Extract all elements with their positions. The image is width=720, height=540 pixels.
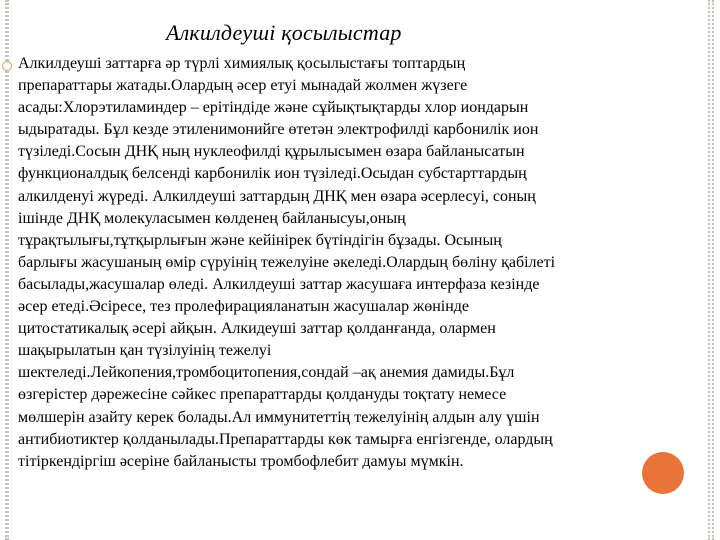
text-line: цитостатикалық әсері айқын. Алкидеуші заттар қолданғанда, олармен [18,320,496,338]
decorative-orange-circle [642,452,684,494]
text-line: антибиотиктер қолданылады.Препараттарды көк тамырға енгізгенде, олардың [18,430,553,448]
slide-title: Алкилдеуші қосылыстар [166,20,402,45]
text-line: ыдыратады. Бұл кезде этиленимонийге өтетән электрофилді карбонилік ион [18,121,539,139]
text-line: тұрақтылығы,тұтқырлығын және кейінірек бүтіндігін бұзады. Осының [18,231,502,249]
text-line: өзгерістер дәрежесіне сәйкес препараттарды қолдануды тоқтату немесе [18,386,507,404]
text-line: шектеледі.Лейкопения,тромбоцитопения,сондай –ақ анемия дамиды.Бұл [18,364,515,382]
bullet-circle-icon [2,61,12,71]
text-line: функционалдық белсенді карбонилік ион түзіледі.Осыдан субстарттардың [18,165,527,183]
text-line: Алкилдеуші заттарға әр түрлі химиялық қосылыстағы топтардың [18,55,466,72]
text-line: барлығы жасушаның өмір сүруінің тежелуіне әкеледі.Олардың бөліну қабілеті [18,253,556,271]
body-paragraph [18,53,694,473]
text-line: түзіледі.Сосын ДНҚ ның нуклеофилді құрылысымен өзара байланысатын [18,143,525,161]
text-line: мөлшерін азайту керек болады.Ал иммунитеттің тежелуінің алдын алу үшін [18,408,540,426]
text-line: әсер етеді.Әсіресе, тез пролефирацияланатын жасушалар жөнінде [18,298,470,316]
text-line: ішінде ДНҚ молекуласымен көлденең байланысуы,оның [18,209,406,227]
text-line: алкилденуі жүреді. Алкилдеуші заттардың ДНҚ мен өзара әсерлесуі, соның [18,187,536,205]
right-dotted-border [708,0,714,540]
text-line: препараттары жатады.Олардың әсер етуі мынадай жолмен жүзеге [18,77,468,95]
text-line: тітіркендіргіш әсеріне байланысты тромбофлебит дамуы мүмкін. [18,452,464,470]
text-line: асады:Хлорэтиламиндер – ерітіндіде және сұйықтықтарды хлор иондарын [18,99,529,117]
left-dotted-border [5,0,9,540]
text-line: басылады,жасушалар өледі. Алкилдеуші заттар жасушаға интерфаза кезінде [18,275,540,293]
text-line: шақырылатын қан түзілуінің тежелуі [18,342,272,360]
